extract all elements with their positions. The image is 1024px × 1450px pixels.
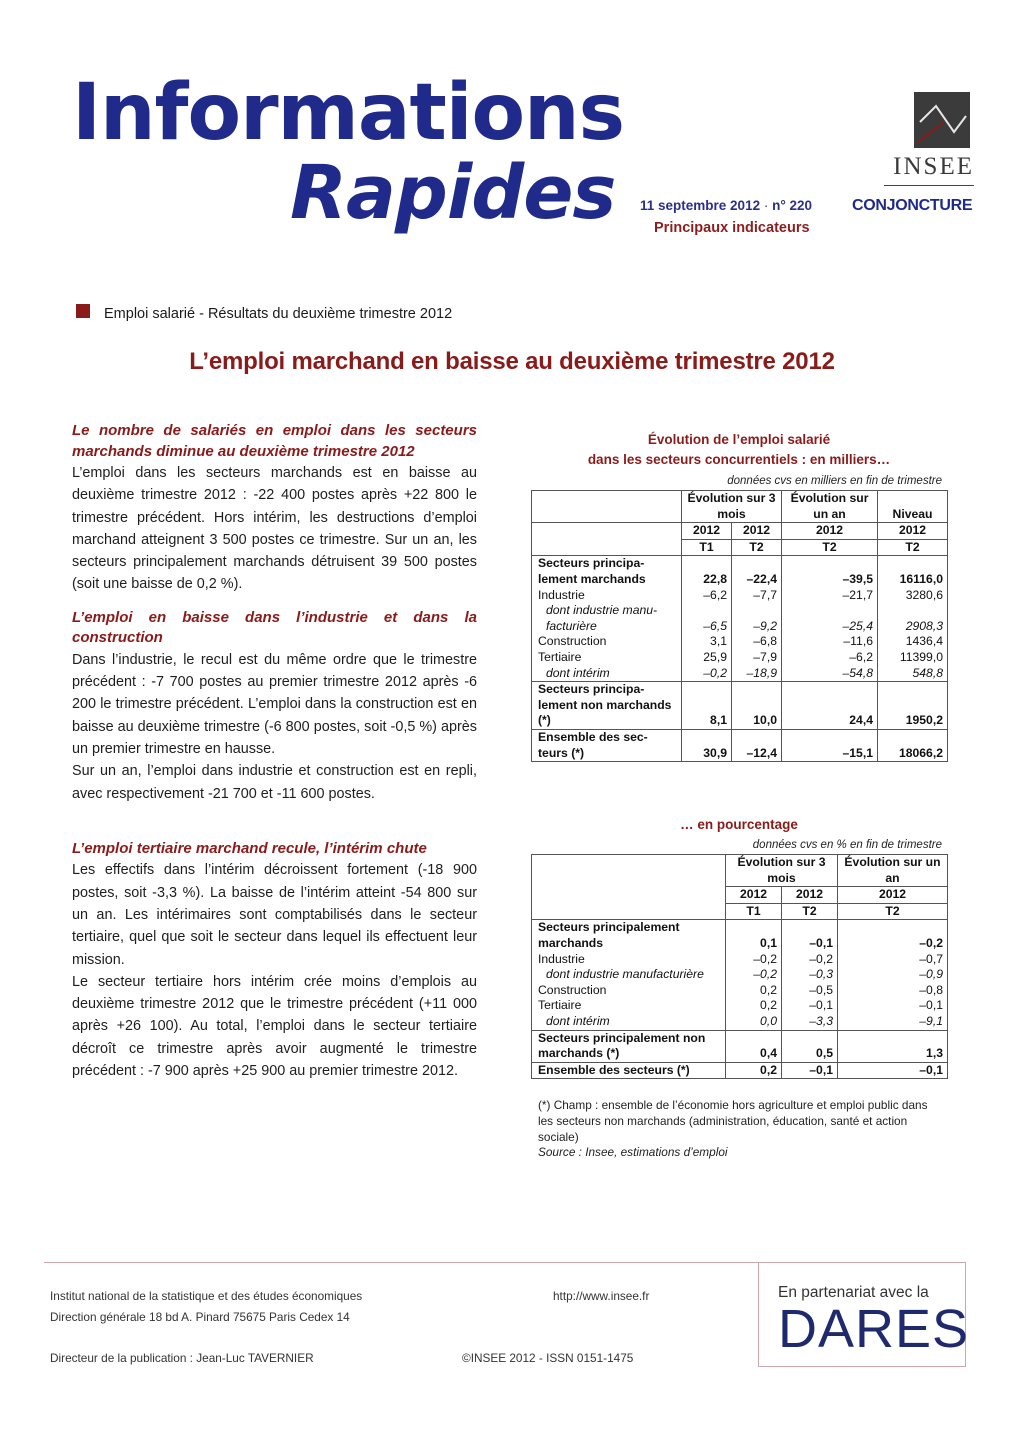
insee-rule	[884, 185, 974, 186]
table-cell: 0,2	[726, 983, 782, 999]
table-cell: 11399,0	[878, 650, 948, 666]
table-row	[532, 729, 948, 761]
table-row	[532, 1014, 948, 1030]
table-cell: 1950,2	[878, 682, 948, 730]
issue-date: 11 septembre 2012	[640, 198, 761, 213]
table-cell: –0,2	[726, 952, 782, 968]
table2-row-label: Tertiaire	[538, 998, 582, 1013]
table1-header-1y: Évolution sur un an	[782, 491, 878, 523]
table-cell: –3,3	[782, 1014, 838, 1030]
footer-director: Directeur de la publication : Jean-Luc TAVERNIER	[50, 1351, 314, 1365]
table1-title	[530, 430, 948, 470]
table1-row-label: Construction	[538, 634, 607, 649]
table-cell: –0,2	[782, 952, 838, 968]
table1-quarter: T1	[682, 539, 732, 556]
issue-number: n° 220	[772, 198, 813, 213]
table1	[531, 490, 948, 762]
table-cell: –0,5	[782, 983, 838, 999]
table1-year: 2012	[878, 523, 948, 540]
table-cell: –0,1	[782, 1062, 838, 1079]
table-cell: –6,5	[682, 603, 732, 634]
table-cell: 3,1	[682, 634, 732, 650]
table-row	[532, 634, 948, 650]
partner-label: En partenariat avec la	[778, 1284, 929, 1301]
table2-row-label: Industrie	[538, 951, 585, 966]
table2-row-label: Secteurs principalement non marchands (*)	[532, 1030, 726, 1062]
table-cell: –0,2	[726, 967, 782, 983]
table-cell: –0,8	[838, 983, 948, 999]
collection-label: CONJONCTURE	[852, 197, 973, 214]
series-label: Principaux indicateurs	[654, 220, 810, 236]
table-row	[532, 952, 948, 968]
article-paragraph: L’emploi dans les secteurs marchands est en baisse au deuxième trimestre 2012 : -22 400 postes après +22 800 le trimestre précédent. Hors intérim, les destructions d’emploi marchand atteignent 3 500 postes ce trimestre. Sur un an, les secteurs principalement marchands détruisent 39 500 postes (soit une baisse de 0,2 %).	[72, 465, 477, 593]
table-cell: –25,4	[782, 603, 878, 634]
insee-wordmark: INSEE	[893, 153, 974, 180]
table1-title-line2: dans les secteurs concurrentiels : en milliers…	[587, 452, 891, 467]
table-cell: –7,9	[732, 650, 782, 666]
table2-quarter: T2	[782, 903, 838, 920]
table1-title-line1: Évolution de l’emploi salarié	[647, 432, 831, 447]
footer-org-address: Direction générale 18 bd A. Pinard 75675 Paris Cedex 14	[50, 1310, 350, 1324]
table-cell: 2908,3	[878, 603, 948, 634]
table1-row-label: Ensemble des sec-teurs (*)	[538, 729, 648, 760]
table-cell: 16116,0	[878, 556, 948, 588]
table-row	[532, 556, 948, 588]
article-heading-1: Le nombre de salariés en emploi dans les secteurs marchands diminue au deuxième trimestre 2012	[72, 422, 477, 460]
table-cell: –6,2	[682, 588, 732, 604]
table-cell: –0,1	[838, 1062, 948, 1079]
table-cell: –18,9	[732, 666, 782, 682]
table-cell: –0,1	[782, 920, 838, 952]
table-cell: –11,6	[782, 634, 878, 650]
table-cell: –9,1	[838, 1014, 948, 1030]
table-row	[532, 588, 948, 604]
table2-quarter: T1	[726, 903, 782, 920]
article-paragraph: Le secteur tertiaire hors intérim crée moins d’emplois au deuxième trimestre 2012 que le trimestre précédent (+11 000 après +26 100). Au total, l’emploi dans le secteur tertiaire décroît ce trimestre après avoir augmenté le trimestre précédent : -7 900 après +25 900 au premier trimestre 2012.	[72, 973, 477, 1080]
table-cell: 0,0	[726, 1014, 782, 1030]
table-cell: 30,9	[682, 729, 732, 761]
table1-header-3m: Évolution sur 3 mois	[682, 491, 782, 523]
brand-title-rapides: Rapides	[290, 150, 616, 236]
table2-year: 2012	[838, 887, 948, 904]
table-cell: –6,2	[782, 650, 878, 666]
table-cell: –0,2	[682, 666, 732, 682]
table-cell: –6,8	[732, 634, 782, 650]
footer-org-name: Institut national de la statistique et des études économiques	[50, 1289, 363, 1303]
table2-year: 2012	[726, 887, 782, 904]
table-cell: –0,3	[782, 967, 838, 983]
table-row	[532, 1030, 948, 1062]
table-cell: 18066,2	[878, 729, 948, 761]
table1-quarter: T2	[732, 539, 782, 556]
table2-year: 2012	[782, 887, 838, 904]
table-cell: 1,3	[838, 1030, 948, 1062]
insee-logo-mark	[914, 92, 970, 148]
table-cell: –0,1	[782, 998, 838, 1014]
table-cell: –0,7	[838, 952, 948, 968]
table-cell: 24,4	[782, 682, 878, 730]
table2-note: données cvs en % en fin de trimestre	[752, 839, 942, 851]
article-heading-2: L’emploi en baisse dans l’industrie et dans la construction	[72, 608, 477, 647]
table-row	[532, 967, 948, 983]
table-row	[532, 983, 948, 999]
table2-row-label: Ensemble des secteurs (*)	[538, 1062, 690, 1077]
table1-row-label: Secteurs principa-lement marchands	[538, 556, 646, 586]
table-cell: 0,2	[726, 1062, 782, 1079]
table-cell: 0,2	[726, 998, 782, 1014]
table-cell: –39,5	[782, 556, 878, 588]
table-cell: –9,2	[732, 603, 782, 634]
table-cell: –54,8	[782, 666, 878, 682]
table2-row-label: Secteurs principalement marchands	[538, 920, 680, 950]
table-cell: –7,7	[732, 588, 782, 604]
section-title: Emploi salarié - Résultats du deuxième trimestre 2012	[104, 306, 453, 322]
insee-logo	[880, 92, 974, 190]
table-cell: –0,2	[838, 920, 948, 952]
table1-row-label: dont industrie manu-facturière	[546, 603, 658, 633]
table1-year: 2012	[682, 523, 732, 540]
table1-note: données cvs en milliers en fin de trimestre	[727, 475, 942, 487]
table-cell: 548,8	[878, 666, 948, 682]
table1-header-level: Niveau	[878, 491, 948, 523]
table-row	[532, 920, 948, 952]
table-cell: 0,4	[726, 1030, 782, 1062]
table2	[531, 854, 948, 1079]
table-cell: –12,4	[732, 729, 782, 761]
article-paragraph: Dans l’industrie, le recul est du même ordre que le trimestre précédent : -7 700 postes au premier trimestre 2012 après -6 200 le trimestre précédent. L’emploi dans la construction est en baisse au deuxième trimestre (-6 800 postes, soit -0,5 %) après un premier trimestre en hausse.	[72, 651, 477, 757]
table-row	[532, 682, 948, 730]
table1-row-label: Industrie	[538, 587, 585, 602]
table-cell: 3280,6	[878, 588, 948, 604]
table-cell: –15,1	[782, 729, 878, 761]
table-cell: 0,5	[782, 1030, 838, 1062]
table-row	[532, 1062, 948, 1079]
table1-row-label: Secteurs principa-lement non marchands (*)	[532, 682, 682, 730]
table-cell: –0,9	[838, 967, 948, 983]
table-cell: 1436,4	[878, 634, 948, 650]
article-paragraph: Les effectifs dans l’intérim décroissent fortement (-18 900 postes, soit -3,3 %). La baisse de l’intérim atteint -54 800 sur un an. Les intérimaires sont comptabilisés dans le secteur tertiaire, quel que soit le secteur dans lequel ils effectuent leur mission.	[72, 862, 477, 968]
article-heading-3: L’emploi tertiaire marchand recule, l’intérim chute	[72, 839, 427, 857]
footer-copyright: ©INSEE 2012 - ISSN 0151-1475	[462, 1351, 634, 1365]
table1-year: 2012	[782, 523, 878, 540]
table-row	[532, 603, 948, 634]
table1-quarter: T2	[782, 539, 878, 556]
table-cell: 22,8	[682, 556, 732, 588]
table-footnote	[538, 1098, 938, 1161]
table-cell: –21,7	[782, 588, 878, 604]
section-bullet	[76, 304, 90, 318]
table-cell: 0,1	[726, 920, 782, 952]
table-cell: 25,9	[682, 650, 732, 666]
table2-title: … en pourcentage	[680, 817, 798, 832]
table-cell: –0,1	[838, 998, 948, 1014]
table1-year: 2012	[732, 523, 782, 540]
table-row	[532, 666, 948, 682]
table-row	[532, 998, 948, 1014]
article-column	[72, 421, 477, 1082]
headline: L’emploi marchand en baisse au deuxième trimestre 2012	[189, 348, 835, 375]
article-paragraph: Sur un an, l’emploi dans industrie et construction est en repli, avec respectivement -21 700 et -11 600 postes.	[72, 763, 477, 802]
table1-row-label: Tertiaire	[538, 649, 582, 664]
table-row	[532, 650, 948, 666]
table2-row-label: Construction	[538, 982, 607, 997]
table2-row-label: dont industrie manufacturière	[546, 967, 704, 982]
issue-info: 11 septembre 2012 · n° 220	[640, 198, 813, 213]
table-cell: –22,4	[732, 556, 782, 588]
footnote-text: (*) Champ : ensemble de l’économie hors agriculture et emploi public dans les secteurs non marchands (administration, éducation, santé et action sociale)	[538, 1098, 928, 1144]
table-cell: 10,0	[732, 682, 782, 730]
footnote-source: Source : Insee, estimations d’emploi	[538, 1145, 728, 1160]
table1-quarter: T2	[878, 539, 948, 556]
table2-row-label: dont intérim	[532, 1014, 726, 1030]
table2-header-3m: Évolution sur 3 mois	[726, 855, 838, 887]
footer-url-link[interactable]: http://www.insee.fr	[553, 1289, 650, 1303]
table1-row-label: dont intérim	[532, 666, 682, 682]
brand-title-informations: Informations	[72, 68, 625, 158]
dares-logo: DARES	[778, 1299, 970, 1359]
table-cell: 8,1	[682, 682, 732, 730]
table2-quarter: T2	[838, 903, 948, 920]
table2-header-1y: Évolution sur un an	[838, 855, 948, 887]
